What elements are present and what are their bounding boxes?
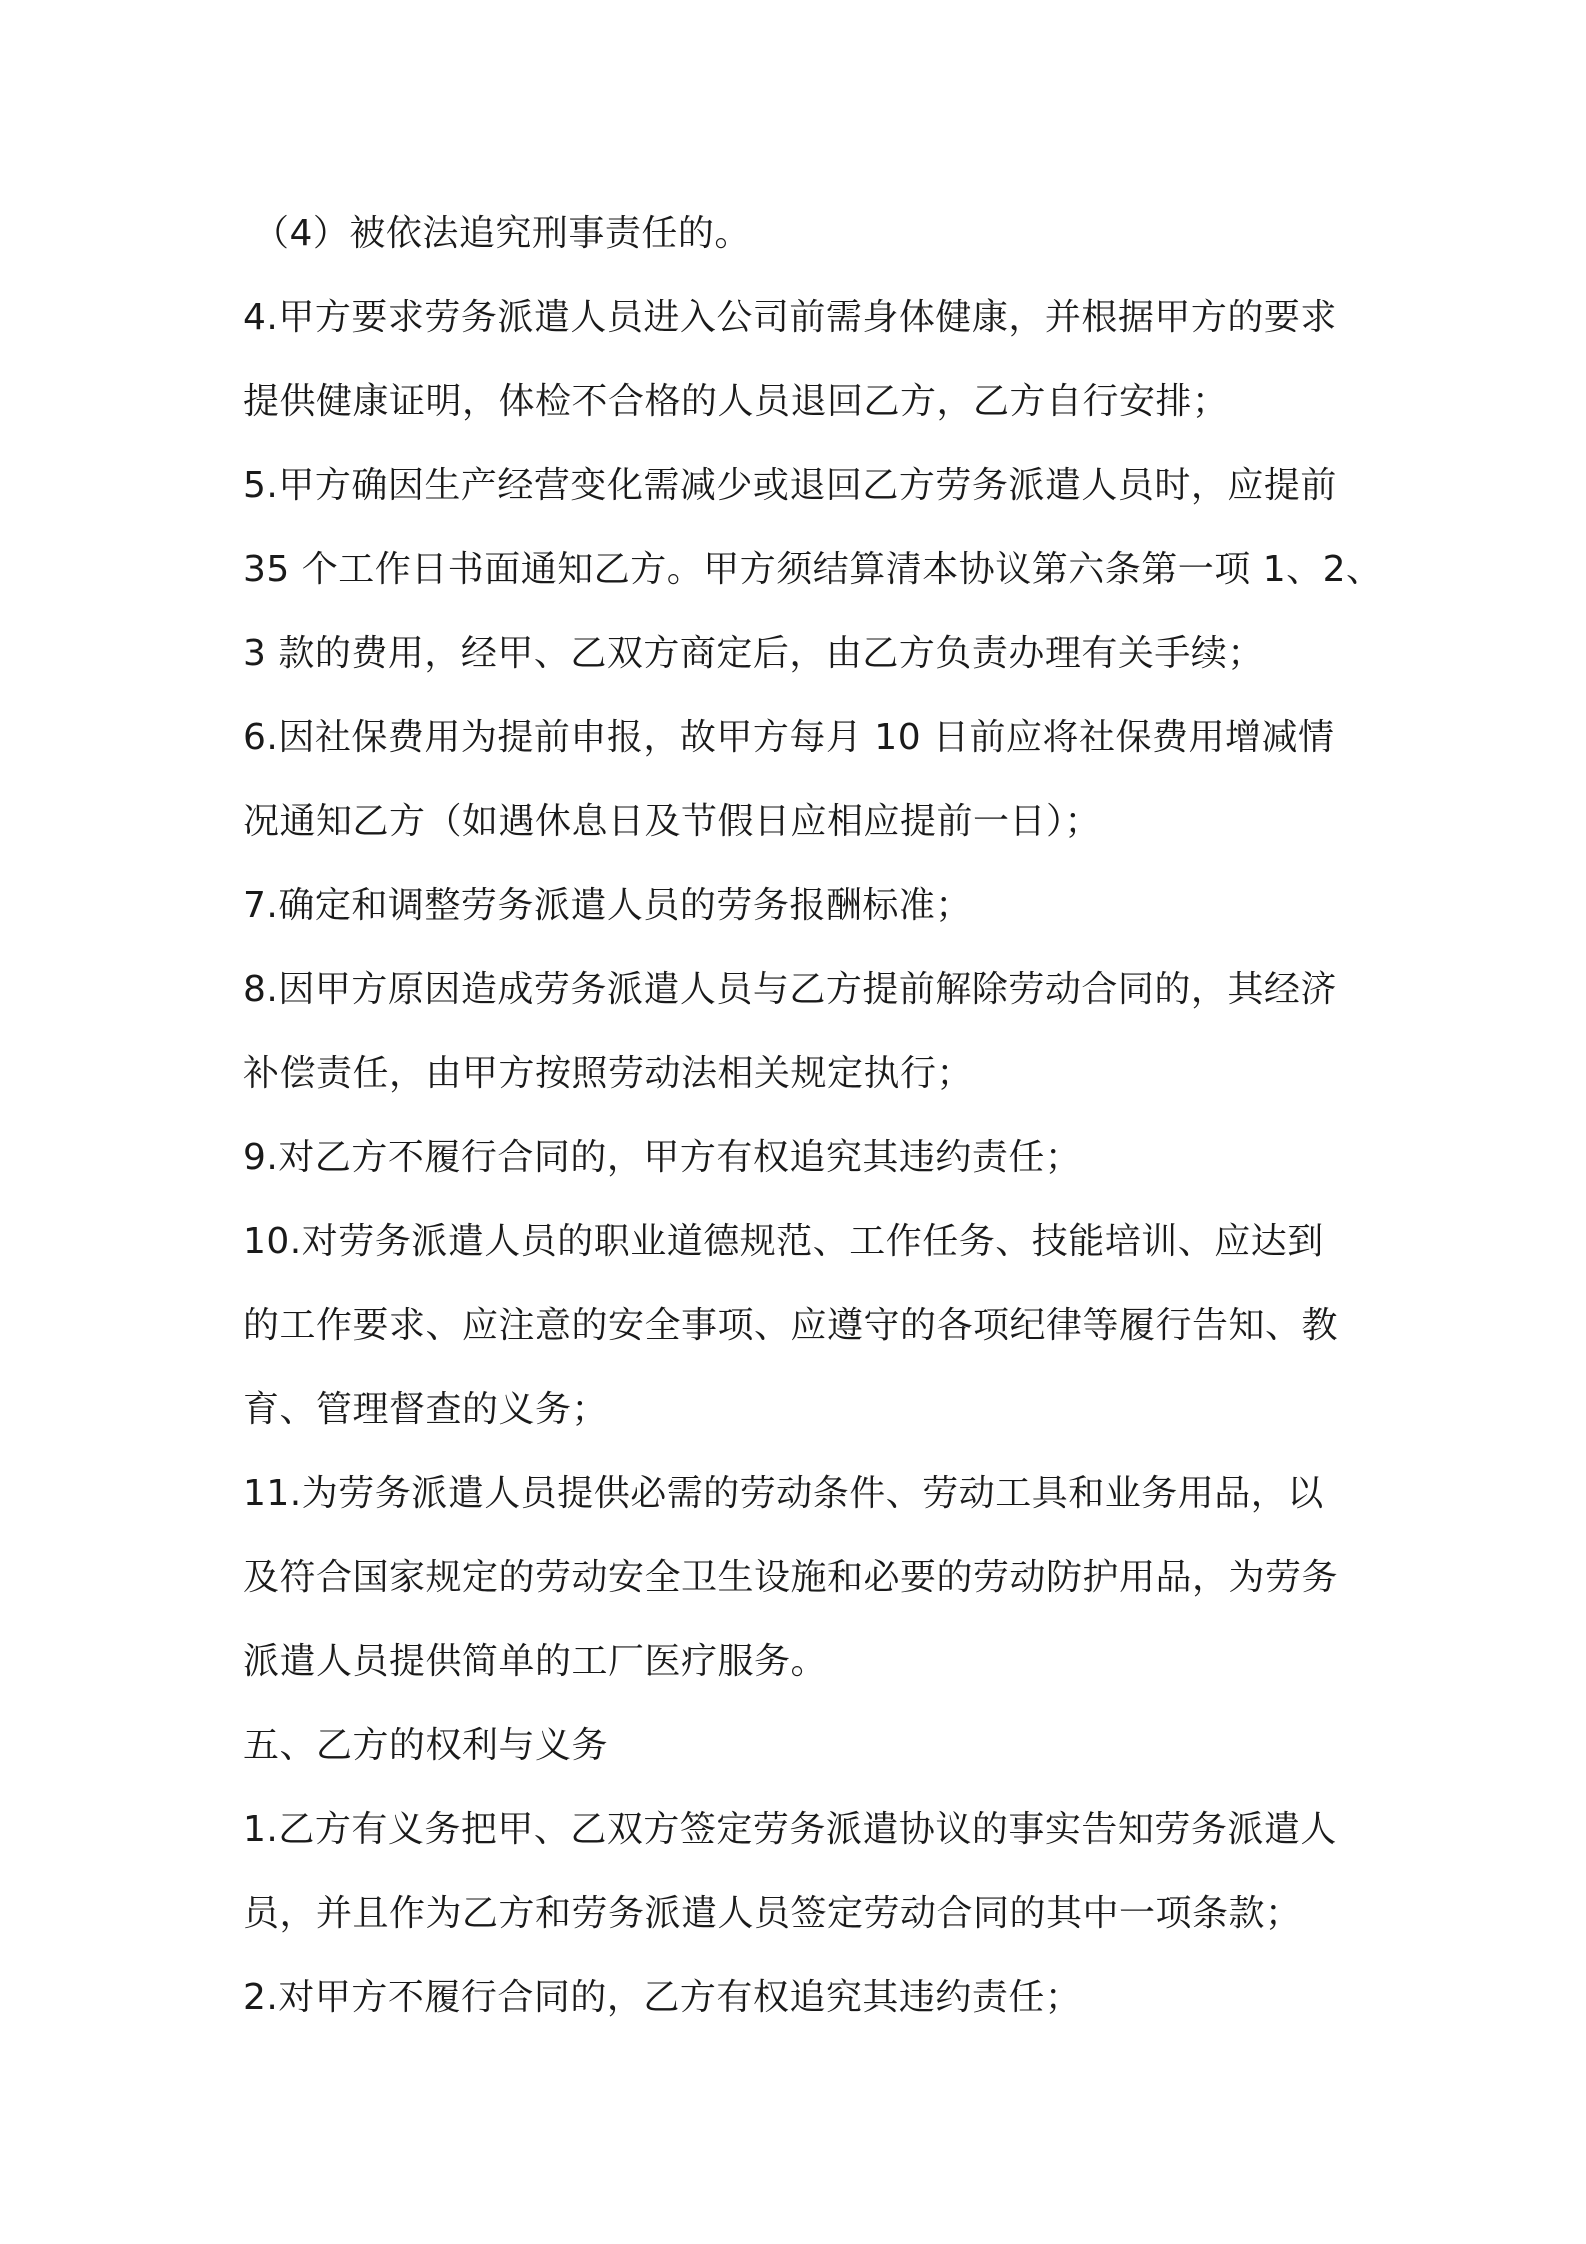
text-line-clause-5-cont-2: 3 款的费用，经甲、乙双方商定后，由乙方负责办理有关手续； bbox=[243, 633, 1264, 674]
text-line-clause-6-cont: 况通知乙方（如遇休息日及节假日应相应提前一日）； bbox=[243, 801, 1102, 842]
text-line-clause-11: 11.为劳务派遣人员提供必需的劳动条件、劳动工具和业务用品，以 bbox=[243, 1473, 1324, 1514]
text-line-clause-11-cont-1: 及符合国家规定的劳动安全卫生设施和必要的劳动防护用品，为劳务 bbox=[243, 1557, 1339, 1598]
text-line-b-clause-1-cont: 员，并且作为乙方和劳务派遣人员签定劳动合同的其中一项条款； bbox=[243, 1893, 1302, 1934]
text-line-clause-10-cont-2: 育、管理督查的义务； bbox=[243, 1389, 609, 1430]
text-line-b-clause-2: 2.对甲方不履行合同的，乙方有权追究其违约责任； bbox=[243, 1977, 1082, 2018]
text-line-clause-5: 5.甲方确因生产经营变化需减少或退回乙方劳务派遣人员时，应提前 bbox=[243, 465, 1337, 506]
section-heading-party-b: 五、乙方的权利与义务 bbox=[243, 1725, 609, 1766]
text-line-clause-9: 9.对乙方不履行合同的，甲方有权追究其违约责任； bbox=[243, 1137, 1082, 1178]
text-line-item-4-4: （4）被依法追究刑事责任的。 bbox=[253, 213, 751, 254]
text-line-clause-4: 4.甲方要求劳务派遣人员进入公司前需身体健康，并根据甲方的要求 bbox=[243, 297, 1337, 338]
document-body bbox=[243, 192, 1383, 2040]
text-line-clause-6: 6.因社保费用为提前申报，故甲方每月 10 日前应将社保费用增减情 bbox=[243, 717, 1335, 758]
text-line-clause-4-cont: 提供健康证明，体检不合格的人员退回乙方，乙方自行安排； bbox=[243, 381, 1229, 422]
text-line-clause-5-cont-1: 35 个工作日书面通知乙方。甲方须结算清本协议第六条第一项 1、2、 bbox=[243, 549, 1383, 590]
text-line-clause-8: 8.因甲方原因造成劳务派遣人员与乙方提前解除劳动合同的，其经济 bbox=[243, 969, 1337, 1010]
text-line-b-clause-1: 1.乙方有义务把甲、乙双方签定劳务派遣协议的事实告知劳务派遣人 bbox=[243, 1809, 1337, 1850]
text-line-clause-7: 7.确定和调整劳务派遣人员的劳务报酬标准； bbox=[243, 885, 972, 926]
text-line-clause-10: 10.对劳务派遣人员的职业道德规范、工作任务、技能培训、应达到 bbox=[243, 1221, 1324, 1262]
text-line-clause-8-cont: 补偿责任，由甲方按照劳动法相关规定执行； bbox=[243, 1053, 974, 1094]
text-line-clause-11-cont-2: 派遣人员提供简单的工厂医疗服务。 bbox=[243, 1641, 828, 1682]
text-line-clause-10-cont-1: 的工作要求、应注意的安全事项、应遵守的各项纪律等履行告知、教 bbox=[243, 1305, 1339, 1346]
